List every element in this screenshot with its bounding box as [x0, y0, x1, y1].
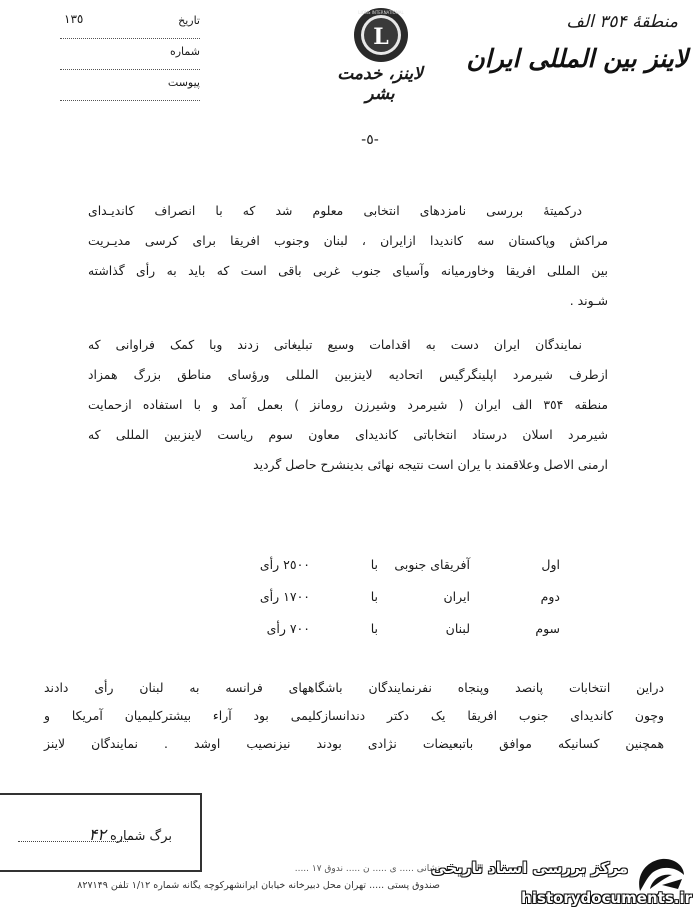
election-results — [200, 557, 560, 653]
result-votes: ٧٠٠ رأی — [266, 621, 310, 636]
result-row — [200, 621, 560, 643]
result-country: آفریقای جنوبی — [394, 557, 470, 572]
result-rank: اول — [541, 557, 560, 572]
watermark-url[interactable]: historydocuments.ir — [521, 889, 692, 907]
result-country: لبنان — [445, 621, 470, 636]
result-votes: ١٧٠٠ رأی — [259, 589, 310, 604]
result-country: ایران — [443, 589, 470, 604]
logo-ring-text: LIONS INTERNATIONAL — [358, 10, 404, 15]
footer-address: صندوق پستی ..... تهران محل دبیرخانه خیابان ایرانشهرکوچه یگانه شماره ١/١٢ تلفن ٨٢٧١۴٩ — [77, 880, 440, 891]
page-number: -٥- — [361, 132, 379, 148]
result-with: با — [370, 589, 378, 604]
watermark — [430, 855, 692, 917]
attachment-label: پیوست — [167, 76, 200, 89]
body-line: وچون کاندیدای جنوب افریقا یک دکتر دندانسازکلیمی بود آراء بیشترکلیمیان آمریکا و — [44, 708, 664, 723]
number-label: شماره — [169, 45, 200, 58]
body-line: بین المللی افریقا وخاورمیانه وآسیای جنوب غربی باقی است که باید به رأی گذاشته — [88, 263, 608, 278]
region-label: منطقۀ ٣٥۴ الف — [566, 12, 678, 32]
result-with: با — [370, 557, 378, 572]
body-line: همچنین کسانیکه موافق باتبعیضات نژادی بودند نیزنصیب اوشد . نمایندگان لاینز — [44, 736, 664, 751]
watermark-title: مرکز بررسی اسناد تاریخی — [431, 859, 628, 877]
sheet-number-label: برگ شماره ۴۲ — [88, 825, 172, 844]
date-value: ١٣٥ — [64, 12, 84, 26]
meta-date — [60, 12, 200, 39]
body-line: شـوند . — [569, 293, 608, 308]
footer-address-line2: نشانی ..... ی ..... ن ..... ندوق ١٧ ..... — [294, 864, 440, 874]
lions-logo-icon — [346, 6, 416, 64]
body-line: منطقه ٣٥۴ الف ایران ( شیرمرد وشیرزن رومانز ) بعمل آمد و با استفاده ازحمایت — [88, 397, 609, 412]
meta-attachment — [60, 74, 200, 101]
organization-name: لاینز بین المللی ایران — [466, 44, 688, 73]
body-line: دراین انتخابات پانصد وپنجاه نفرنمایندگان باشگاههای فرانسه به لبنان رأی دادند — [44, 680, 664, 695]
result-rank: سوم — [535, 621, 560, 636]
meta-number — [60, 43, 200, 70]
letter-body-continued — [44, 680, 664, 764]
date-label: تاریخ — [178, 14, 200, 27]
body-line: شیرمرد اسلان درستاد انتخاباتی کاندیدای معاون سوم ریاست لاینزبین المللی که — [88, 427, 608, 442]
result-row — [200, 557, 560, 579]
body-line: ازطرف شیرمرد اپلینگرگیس اتحادیه لاینزبین المللی ورؤسای مناطق بزرگ همزاد — [88, 367, 608, 382]
body-line: ارمنی الاصل وعلاقمند با یران است نتیجه نهائی بدینشرح حاصل گردید — [253, 457, 608, 472]
result-votes: ٢٥٠٠ رأی — [259, 557, 310, 572]
logo-letter: L — [373, 24, 389, 50]
letter-body — [88, 205, 608, 489]
result-rank: دوم — [540, 589, 560, 604]
result-with: با — [370, 621, 378, 636]
result-row — [200, 589, 560, 611]
sheet-number-box — [0, 793, 202, 872]
body-line: درکمیتهٔ بررسی نامزدهای انتخابی معلوم شد که با انصراف کاندیـدای — [88, 203, 582, 218]
body-line: نمایندگان ایران دست به اقدامات وسیع تبلیغاتی زدند وبا کمک فراوانی که — [88, 337, 582, 352]
body-line: مراکش وپاکستان سه کاندیدا ازایران ، لبنان وجنوب افریقا برای کرسی مدیـریت — [88, 233, 608, 248]
sheet-number-value: ۴۲ — [88, 825, 106, 844]
motto: لاینز، خدمت بشر — [337, 64, 423, 104]
document-meta — [60, 12, 200, 105]
